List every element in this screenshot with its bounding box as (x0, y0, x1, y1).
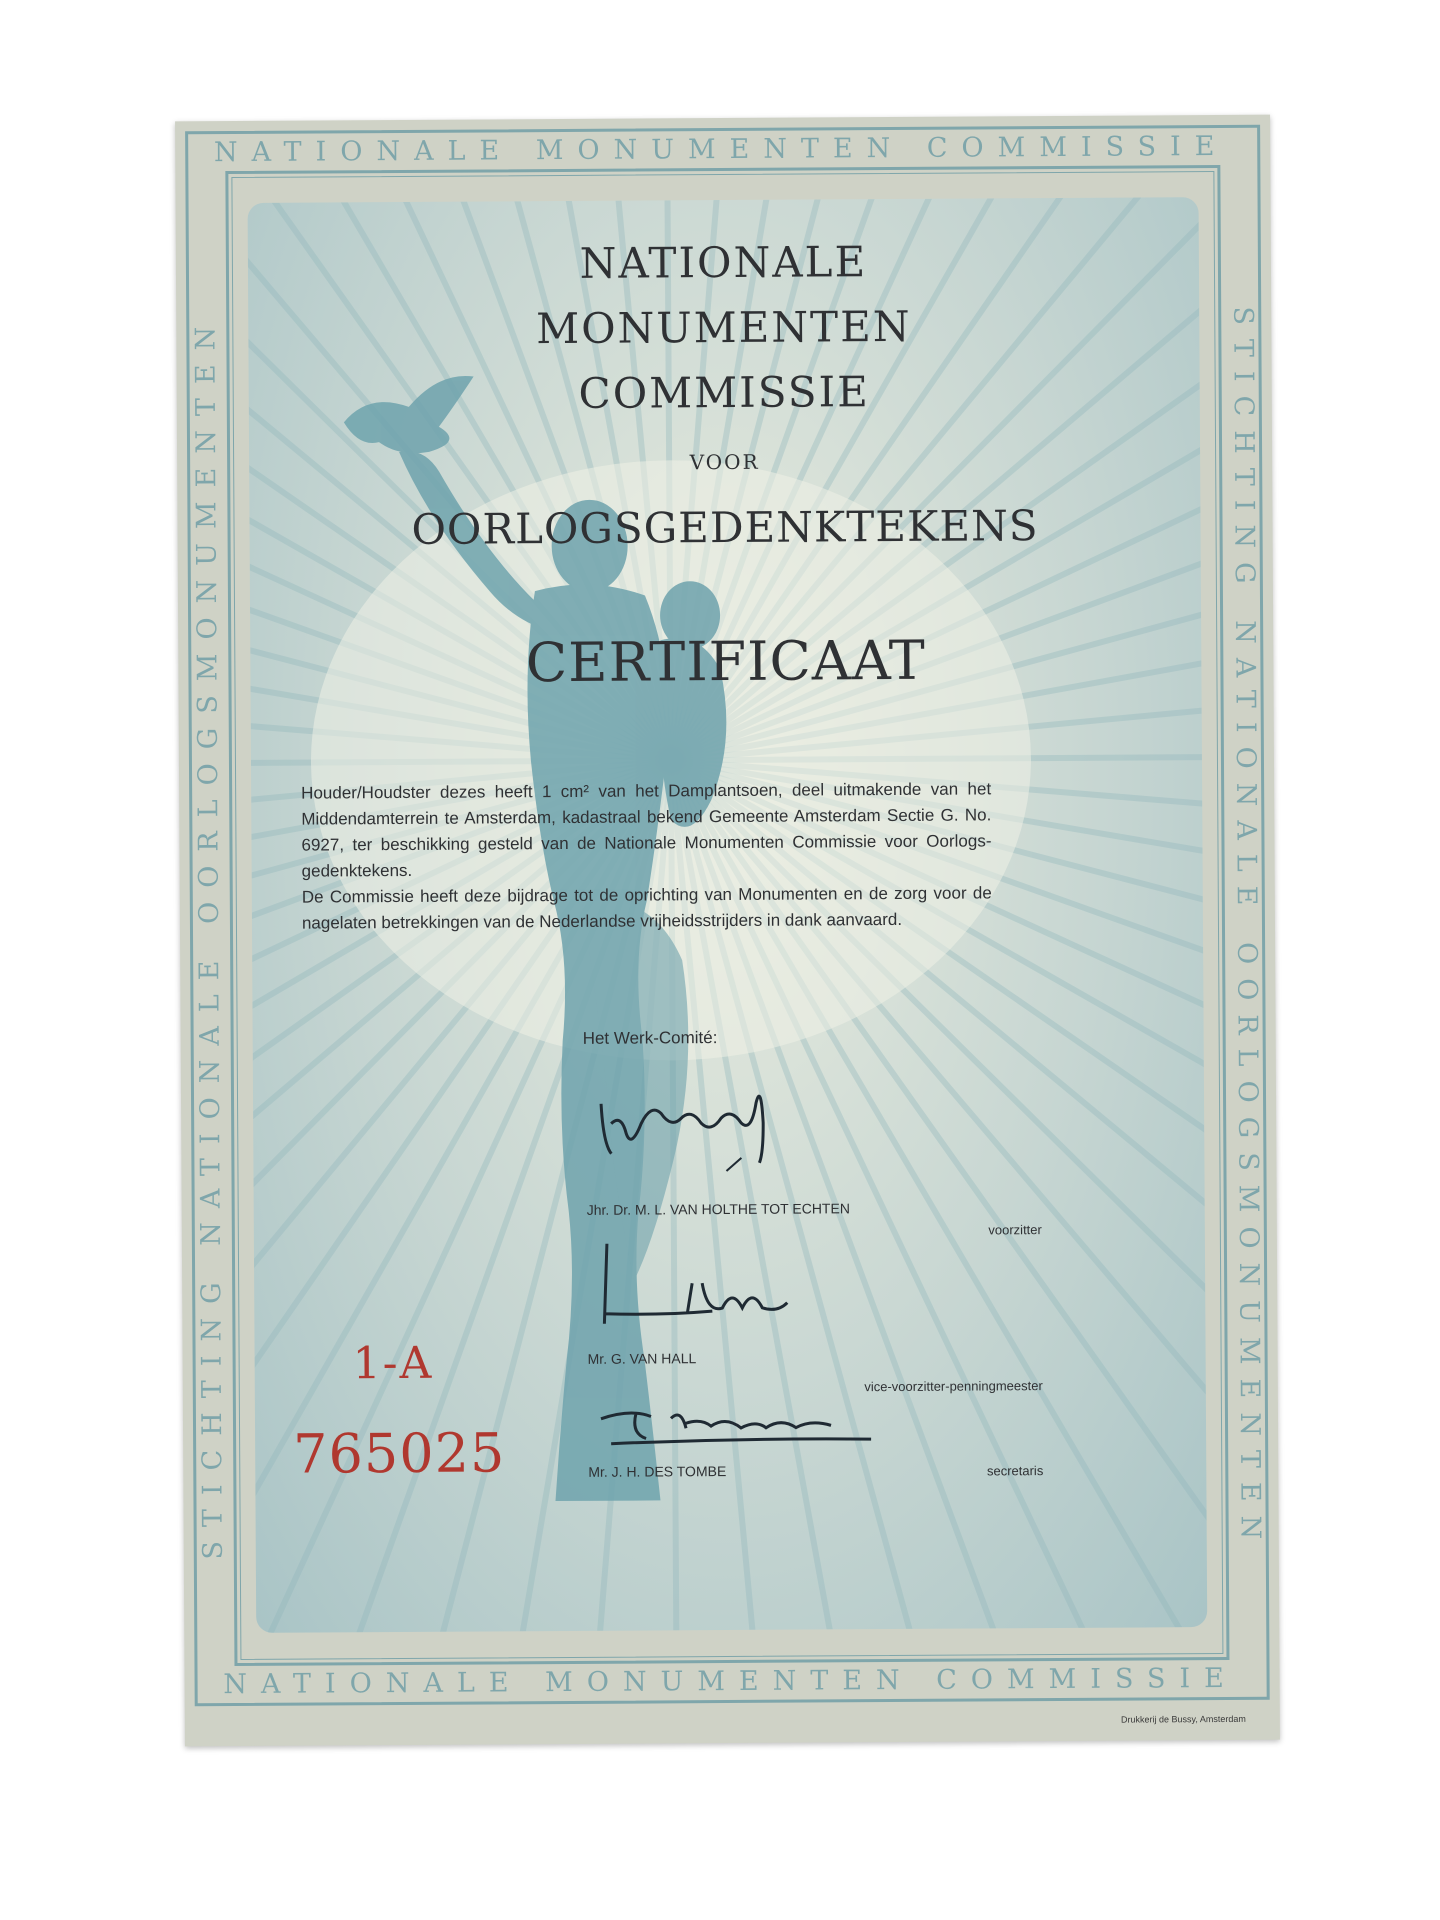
member-role-2: vice-voorzitter-penningmeester (864, 1378, 1043, 1395)
committee-heading: Het Werk-Comité: (582, 1028, 718, 1048)
border-text-right: STICHTING NATIONALE OORLOGSMONUMENTEN (1227, 306, 1266, 1554)
heading-line-3: COMMISSIE (578, 367, 870, 418)
heading-line-1: NATIONALE (579, 237, 868, 288)
certificate-paper (175, 115, 1280, 1747)
serial-number: 765025 (292, 1421, 506, 1486)
certificate-body (301, 776, 992, 936)
member-name-3: Mr. J. H. DES TOMBE (588, 1463, 727, 1480)
signature-3 (591, 1397, 891, 1449)
member-name-2: Mr. G. VAN HALL (587, 1350, 697, 1367)
body-paragraph-1: Houder/Houdster dezes heeft 1 cm² van het Damplantsoen, deel uitmakende van het Middendamterrein te Amsterdam, kadastraal bekend Gemeente Amsterdam Sectie G. No. 6927, ter beschikking gesteld van de Nationale Monumenten Commissie voor Oorlogs-gedenktekens. (301, 779, 992, 881)
certificate-title: CERTIFICAAT (525, 628, 927, 695)
body-paragraph-2: De Commissie heeft deze bijdrage tot de oprichting van Monumenten en de zorg voor de nagelaten betrekkingen van de Nederlandse vrijheidsstrijders in dank aanvaard. (301, 883, 992, 933)
border-text-left: STICHTING NATIONALE OORLOGSMONUMENTEN (190, 312, 229, 1560)
heading-line-2: MONUMENTEN (535, 301, 912, 354)
border-text-top: NATIONALE MONUMENTEN COMMISSIE (213, 130, 1229, 169)
member-name-1: Jhr. Dr. M. L. VAN HOLTHE TOT ECHTEN (586, 1200, 850, 1218)
serial-series: 1-A (352, 1337, 434, 1390)
signature-2 (592, 1232, 813, 1333)
heading-line-5: OORLOGSGEDENKTEKENS (411, 501, 1039, 554)
member-role-1: voorzitter (988, 1222, 1042, 1238)
heading-line-4: VOOR (689, 449, 760, 475)
printer-imprint: Drukkerij de Bussy, Amsterdam (1120, 1713, 1246, 1725)
border-text-bottom: NATIONALE MONUMENTEN COMMISSIE (223, 1662, 1238, 1701)
signature-1 (591, 1063, 792, 1174)
member-role-3: secretaris (986, 1463, 1044, 1479)
